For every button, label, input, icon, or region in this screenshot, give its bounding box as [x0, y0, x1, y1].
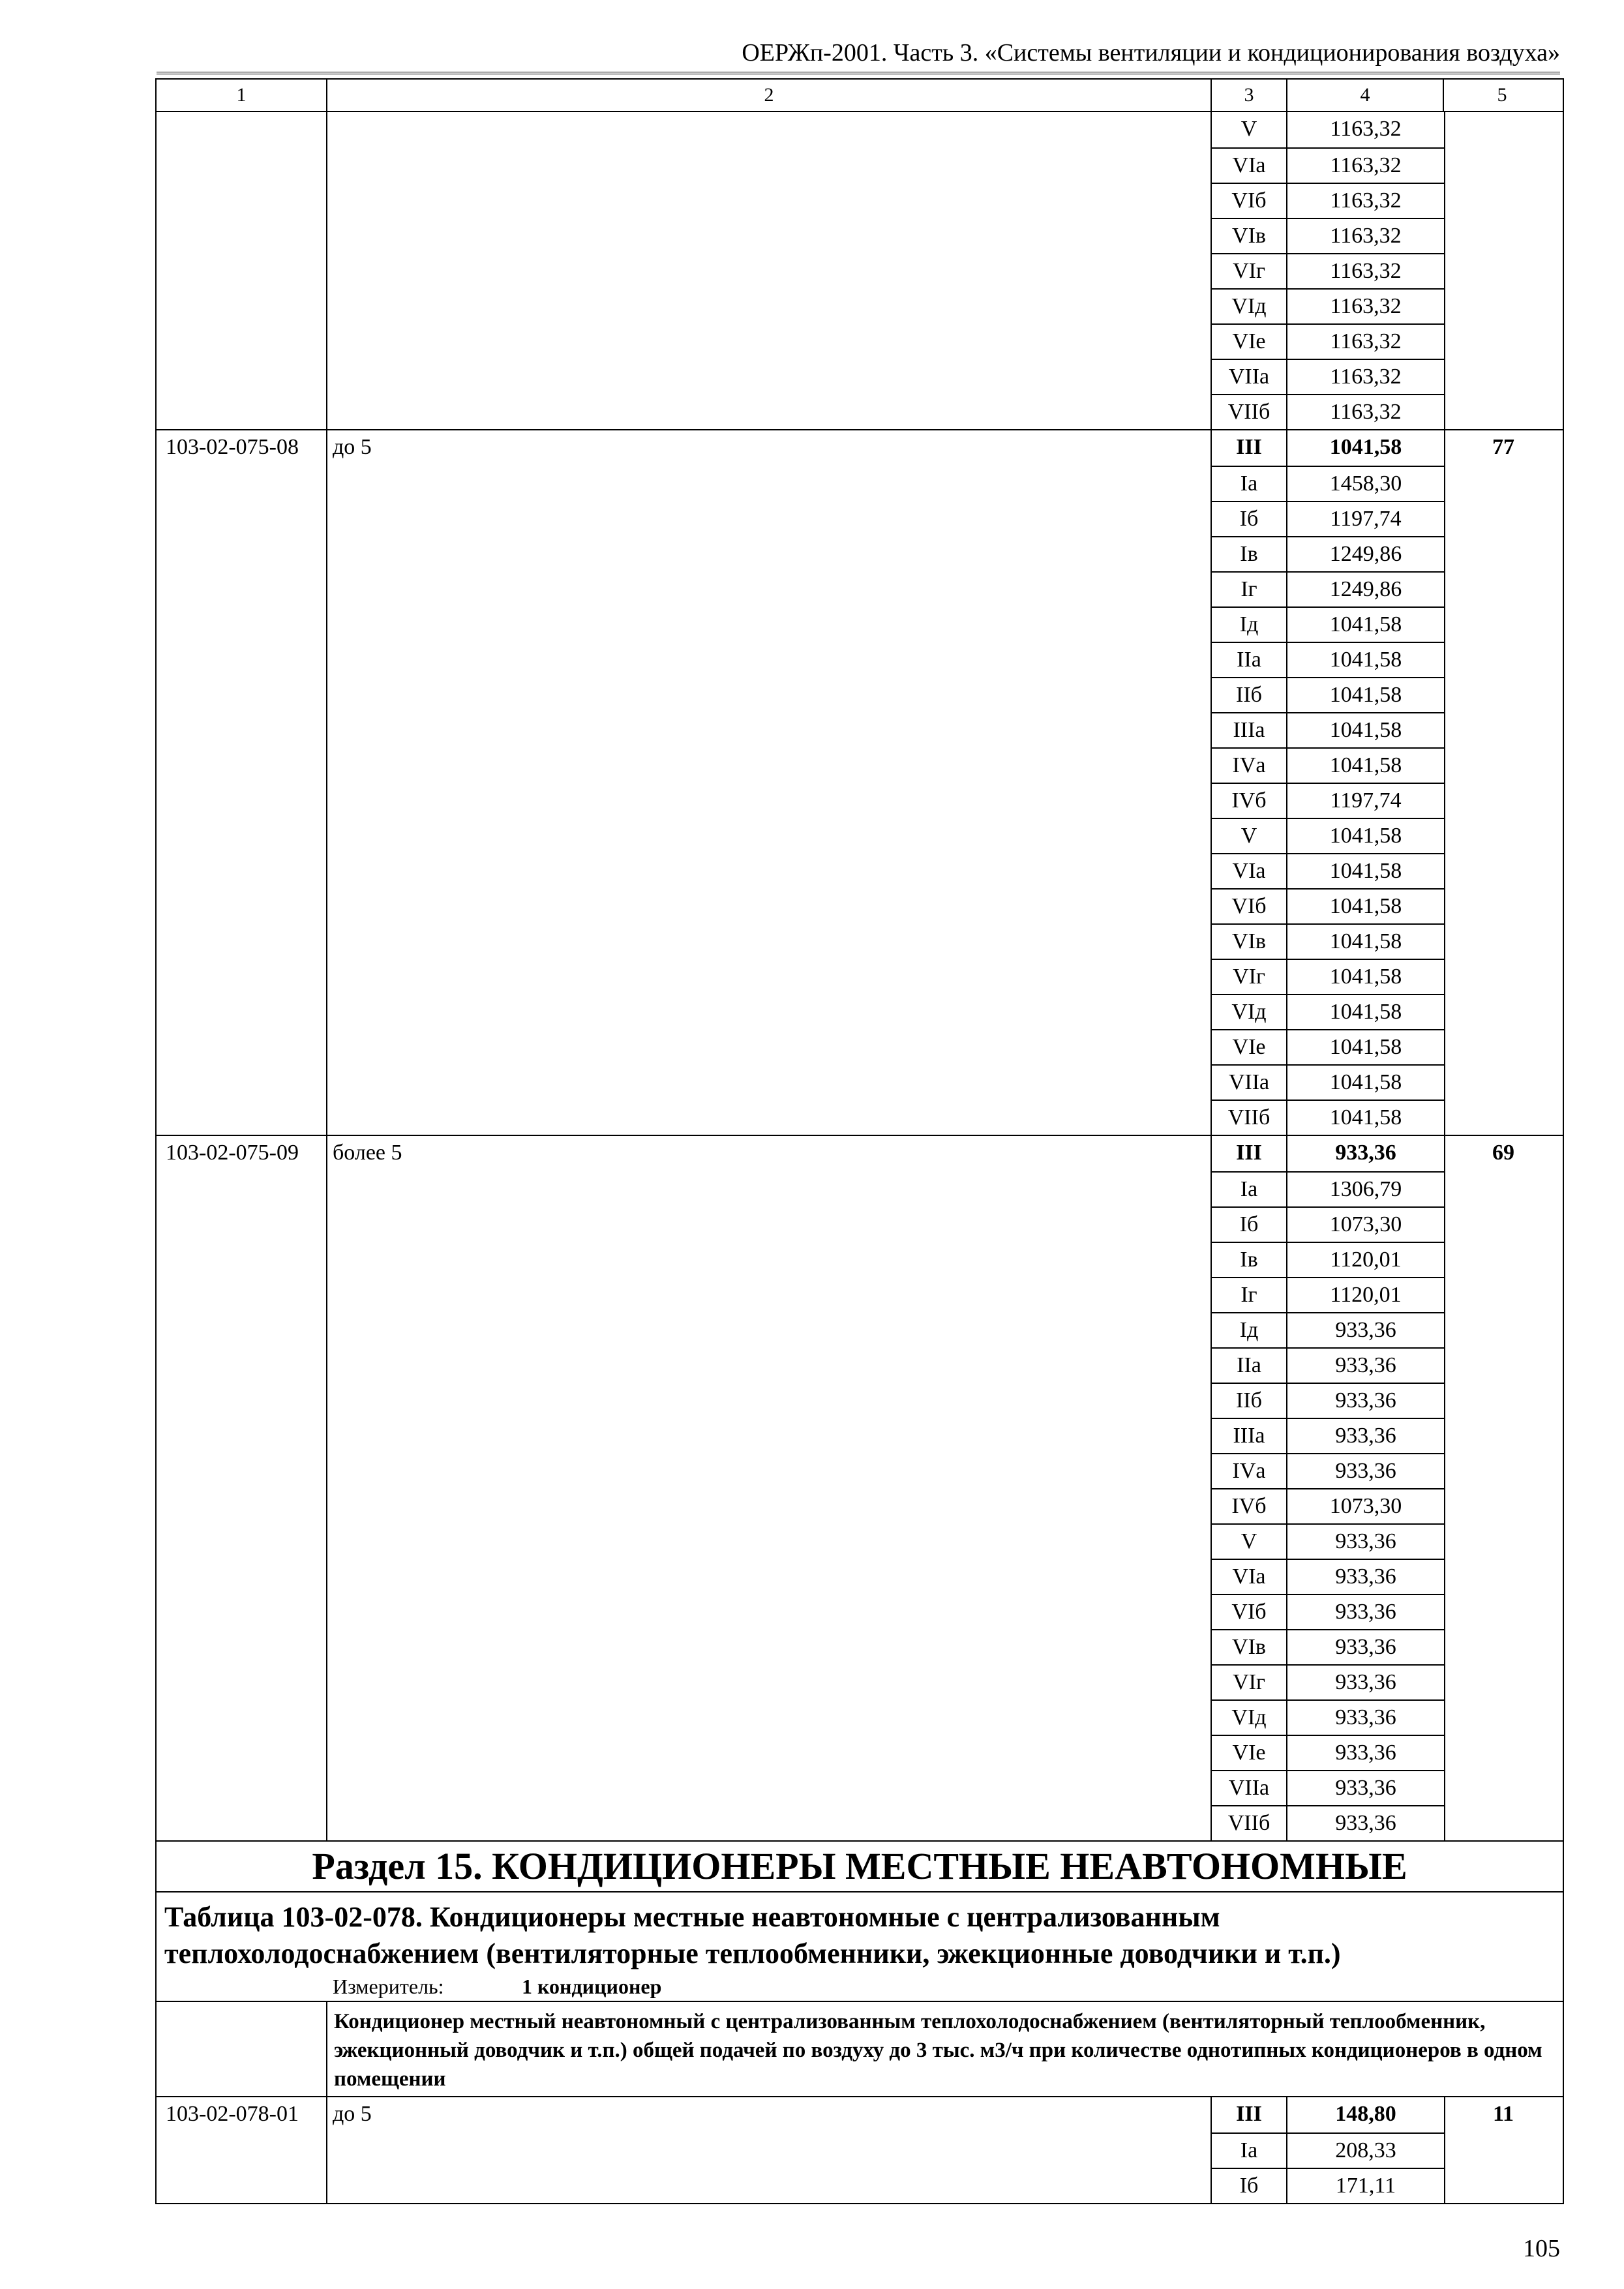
price-cell: 933,36 [1335, 1635, 1396, 1659]
zone-cell: IIб [1212, 678, 1287, 712]
zone-cell: VIе [1212, 1030, 1287, 1064]
zone-price-row [1212, 1242, 1445, 1277]
zone-cell: VIе [1212, 325, 1287, 359]
zone-price-row [1212, 501, 1445, 536]
zone-price-row [1212, 1699, 1445, 1735]
zone-cell: Iа [1212, 2134, 1287, 2168]
price-cell: 933,36 [1335, 1318, 1396, 1342]
rate-block-103-02-075-09 [157, 1136, 1563, 1842]
column-number-row [157, 80, 1563, 112]
zone-price-row [1212, 2097, 1445, 2132]
zone-price-list [1212, 1136, 1445, 1840]
price-cell: 1197,74 [1330, 507, 1402, 531]
price-cell: 933,36 [1335, 1459, 1396, 1483]
zone-price-row [1212, 783, 1445, 818]
zone-cell: Iд [1212, 1313, 1287, 1347]
zone-price-row [1212, 1735, 1445, 1770]
zone-cell: VIа [1212, 854, 1287, 888]
zone-cell: VIе [1212, 1736, 1287, 1770]
rate-block-continued [157, 112, 1563, 430]
zone-price-row [1212, 1453, 1445, 1488]
price-cell: 1163,32 [1330, 224, 1402, 248]
zone-price-row [1212, 1277, 1445, 1312]
col-number-1: 1 [157, 80, 327, 111]
zone-price-row [1212, 183, 1445, 218]
rate-code [157, 112, 327, 429]
zone-cell: VIа [1212, 149, 1287, 183]
price-cell: 1041,58 [1329, 435, 1402, 459]
zone-cell: VIIа [1212, 1066, 1287, 1100]
price-cell: 933,36 [1335, 1353, 1396, 1377]
zone-price-row [1212, 642, 1445, 677]
zone-price-row [1212, 1594, 1445, 1629]
zone-cell: V [1212, 1525, 1287, 1559]
price-cell: 1120,01 [1330, 1283, 1402, 1307]
price-cell: 171,11 [1335, 2174, 1396, 2198]
zone-price-row [1212, 1770, 1445, 1805]
zone-cell: Iв [1212, 537, 1287, 571]
price-cell: 933,36 [1335, 1529, 1396, 1553]
zone-price-row [1212, 2132, 1445, 2168]
price-cell: 1306,79 [1329, 1177, 1402, 1201]
table-title-line-1: Таблица 103-02-078. Кондиционеры местные неавтономные с централизованным [164, 1901, 1220, 1933]
price-cell: 933,36 [1335, 1741, 1396, 1765]
zone-cell: VIб [1212, 1595, 1287, 1629]
zone-cell: VIIа [1212, 1771, 1287, 1805]
zone-cell: Iг [1212, 573, 1287, 606]
zone-price-row [1212, 853, 1445, 888]
price-cell: 1041,58 [1329, 648, 1402, 672]
price-cell: 933,36 [1335, 1811, 1396, 1835]
zone-price-row [1212, 606, 1445, 642]
zone-price-row [1212, 1805, 1445, 1840]
zone-cell: III [1212, 1136, 1287, 1171]
rate-name: более 5 [327, 1136, 1212, 1840]
description-row [157, 2002, 1563, 2097]
zone-price-list [1212, 430, 1445, 1135]
zone-cell: IIа [1212, 1349, 1287, 1383]
rate-value: 69 [1492, 1141, 1514, 1165]
zone-cell: Iд [1212, 608, 1287, 642]
price-cell: 208,33 [1335, 2138, 1396, 2162]
zone-price-row [1212, 1383, 1445, 1418]
price-cell: 1458,30 [1329, 471, 1402, 496]
price-cell: 148,80 [1335, 2102, 1396, 2126]
price-cell: 1041,58 [1329, 1105, 1402, 1130]
zone-price-row [1212, 218, 1445, 253]
price-cell: 1041,58 [1329, 1000, 1402, 1024]
price-cell: 1073,30 [1329, 1212, 1402, 1236]
zone-cell: IVа [1212, 749, 1287, 783]
page-number: 105 [1523, 2235, 1560, 2262]
zone-cell: VIв [1212, 1630, 1287, 1664]
zone-cell: Iв [1212, 1243, 1287, 1277]
zone-cell: IVб [1212, 1489, 1287, 1523]
zone-price-row [1212, 994, 1445, 1029]
zone-cell: IIб [1212, 1384, 1287, 1418]
zone-cell: VIIб [1212, 1806, 1287, 1840]
zone-price-list [1212, 2097, 1445, 2203]
zone-cell: VIIб [1212, 395, 1287, 429]
price-cell: 933,36 [1335, 1705, 1396, 1729]
col-number-4: 4 [1287, 80, 1444, 111]
zone-cell: VIIб [1212, 1101, 1287, 1135]
rate-block-103-02-078-01 [157, 2097, 1563, 2203]
zone-cell: VIIа [1212, 360, 1287, 394]
zone-price-row [1212, 1136, 1445, 1171]
price-cell: 1120,01 [1330, 1248, 1402, 1272]
zone-cell: Iб [1212, 502, 1287, 536]
zone-price-row [1212, 112, 1445, 147]
price-cell: 1163,32 [1330, 365, 1402, 389]
measure-value: 1 кондиционер [522, 1975, 662, 1998]
price-cell: 1163,32 [1330, 329, 1402, 353]
table-title-line-2: теплохолодоснабжением (вентиляторные теплообменники, эжекционные доводчики и т.п.) [164, 1937, 1341, 1969]
zone-price-list [1212, 112, 1445, 429]
zone-cell: IIа [1212, 643, 1287, 677]
zone-price-row [1212, 1418, 1445, 1453]
rate-value: 77 [1492, 435, 1514, 459]
zone-cell: VIв [1212, 219, 1287, 253]
zone-price-row [1212, 394, 1445, 429]
col-number-5: 5 [1497, 84, 1507, 106]
price-cell: 933,36 [1335, 1600, 1396, 1624]
zone-price-row [1212, 818, 1445, 853]
zone-cell: VIд [1212, 1701, 1287, 1735]
zone-cell: IIIа [1212, 713, 1287, 747]
price-cell: 1041,58 [1329, 1035, 1402, 1059]
price-cell: 1163,32 [1330, 400, 1402, 424]
description-spacer [157, 2002, 327, 2096]
col-number-2: 2 [327, 80, 1212, 111]
measure-label: Измеритель: [333, 1975, 444, 1998]
zone-cell: IVб [1212, 784, 1287, 818]
zone-price-row [1212, 1523, 1445, 1559]
rate-block-103-02-075-08 [157, 430, 1563, 1136]
zone-price-row [1212, 430, 1445, 466]
zone-cell: V [1212, 112, 1287, 147]
price-cell: 933,36 [1335, 1424, 1396, 1448]
price-cell: 1163,32 [1330, 294, 1402, 318]
zone-price-row [1212, 2168, 1445, 2203]
zone-price-row [1212, 677, 1445, 712]
price-cell: 933,36 [1335, 1776, 1396, 1800]
price-cell: 933,36 [1335, 1141, 1396, 1165]
zone-price-row [1212, 466, 1445, 501]
price-cell: 933,36 [1335, 1670, 1396, 1694]
zone-price-row [1212, 253, 1445, 288]
price-cell: 1249,86 [1329, 542, 1402, 566]
zone-cell: VIг [1212, 1666, 1287, 1699]
col-number-3: 3 [1212, 80, 1287, 111]
price-cell: 1041,58 [1329, 753, 1402, 777]
price-cell: 1073,30 [1329, 1494, 1402, 1518]
zone-cell: Iб [1212, 2169, 1287, 2203]
zone-cell: VIб [1212, 890, 1287, 923]
zone-cell: VIг [1212, 960, 1287, 994]
price-cell: 1041,58 [1329, 859, 1402, 883]
rate-value: 11 [1492, 2102, 1514, 2126]
zone-cell: VIг [1212, 254, 1287, 288]
zone-price-row [1212, 959, 1445, 994]
zone-price-row [1212, 536, 1445, 571]
zone-price-row [1212, 323, 1445, 359]
price-cell: 933,36 [1335, 1388, 1396, 1413]
rate-name: до 5 [327, 2097, 1212, 2203]
zone-cell: IIIа [1212, 1419, 1287, 1453]
price-cell: 1163,32 [1330, 153, 1402, 177]
zone-price-row [1212, 888, 1445, 923]
zone-price-row [1212, 1100, 1445, 1135]
rate-code: 103-02-075-08 [157, 430, 327, 1135]
rate-code: 103-02-078-01 [157, 2097, 327, 2203]
zone-cell: Iа [1212, 1173, 1287, 1206]
zone-cell: VIб [1212, 184, 1287, 218]
zone-price-row [1212, 1312, 1445, 1347]
price-cell: 1041,58 [1329, 929, 1402, 953]
zone-price-row [1212, 1629, 1445, 1664]
rate-name: до 5 [327, 430, 1212, 1135]
price-cell: 1197,74 [1330, 788, 1402, 813]
price-cell: 1163,32 [1330, 259, 1402, 283]
rate-value [1445, 112, 1561, 429]
price-cell: 1041,58 [1329, 718, 1402, 742]
zone-price-row [1212, 359, 1445, 394]
table-title [157, 1893, 1563, 1972]
zone-cell: III [1212, 2097, 1287, 2132]
running-header: ОЕРЖп-2001. Часть 3. «Системы вентиляции и кондиционирования воздуха» [157, 37, 1560, 74]
zone-price-row [1212, 1064, 1445, 1100]
zone-price-row [1212, 1029, 1445, 1064]
price-cell: 1249,86 [1329, 577, 1402, 601]
rate-code: 103-02-075-09 [157, 1136, 327, 1840]
zone-cell: Iа [1212, 467, 1287, 501]
zone-cell: Iг [1212, 1278, 1287, 1312]
table-title-block [157, 1893, 1563, 2002]
zone-cell: V [1212, 819, 1287, 853]
zone-price-row [1212, 712, 1445, 747]
price-cell: 1041,58 [1329, 965, 1402, 989]
zone-price-row [1212, 747, 1445, 783]
price-cell: 1041,58 [1329, 683, 1402, 707]
section-title: Раздел 15. КОНДИЦИОНЕРЫ МЕСТНЫЕ НЕАВТОНОМНЫЕ [157, 1842, 1563, 1893]
price-cell: 1041,58 [1329, 612, 1402, 636]
description-text: Кондиционер местный неавтономный с централизованным теплохолодоснабжением (вентиляторный теплообменник, эжекционный доводчик и т.п.) общей подачей по воздуху до 3 тыс. м3/ч при количестве однотипных кондиционеров в одном помещении [334, 2010, 1542, 2091]
price-cell: 1041,58 [1329, 894, 1402, 918]
zone-price-row [1212, 1206, 1445, 1242]
zone-cell: VIв [1212, 925, 1287, 959]
zone-price-row [1212, 1559, 1445, 1594]
price-cell: 1041,58 [1329, 824, 1402, 848]
zone-price-row [1212, 923, 1445, 959]
zone-cell: IVа [1212, 1454, 1287, 1488]
measure-line [157, 1972, 1563, 2001]
zone-price-row [1212, 1171, 1445, 1206]
price-cell: 1163,32 [1330, 117, 1402, 141]
zone-cell: VIд [1212, 290, 1287, 323]
zone-price-row [1212, 1347, 1445, 1383]
zone-price-row [1212, 288, 1445, 323]
zone-cell: Iб [1212, 1208, 1287, 1242]
price-cell: 933,36 [1335, 1564, 1396, 1589]
zone-price-row [1212, 1488, 1445, 1523]
zone-cell: VIа [1212, 1560, 1287, 1594]
zone-cell: III [1212, 430, 1287, 466]
price-cell: 1041,58 [1329, 1070, 1402, 1094]
price-cell: 1163,32 [1330, 188, 1402, 213]
rates-table [155, 78, 1564, 2204]
rate-name [327, 112, 1212, 429]
zone-price-row [1212, 147, 1445, 183]
zone-price-row [1212, 571, 1445, 606]
zone-cell: VIд [1212, 995, 1287, 1029]
zone-price-row [1212, 1664, 1445, 1699]
